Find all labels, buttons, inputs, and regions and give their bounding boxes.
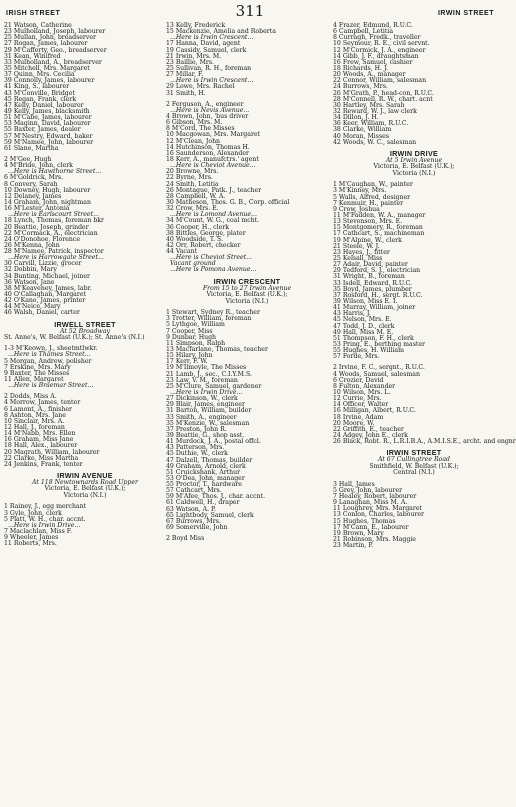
ward-info: Victoria, E. Belfast (U.K.);	[206, 291, 288, 299]
directory-entry: 69 Somerville, John	[166, 524, 228, 532]
directory-entry: 61 Slane, Martha	[4, 144, 59, 152]
directory-entry: 30 Matheson, Thos. G. B., Corp. official	[166, 198, 290, 206]
running-head-right: IRWIN STREET	[437, 10, 494, 17]
cross-street-marker: ...Here is Thames Street...	[8, 351, 91, 359]
directory-entry: 8 Curragh, Fredk., traveller	[333, 34, 421, 42]
directory-entry: 11 Loughrey, Mrs. Margaret	[333, 505, 422, 513]
directory-entry: 5 Grey, John, labourer	[333, 486, 403, 494]
directory-entry: 42 Orr, Robert, checker	[166, 241, 241, 249]
directory-entry: 12 M'Clean, John	[166, 137, 221, 145]
directory-entry: 33 Isdell, Edward, R.U.C.	[333, 279, 413, 287]
directory-entry: 36 Watson, Jane	[4, 278, 55, 286]
directory-entry: 4 M'Bride, John, clerk	[4, 162, 73, 170]
directory-entry: 27 Millar, F.	[166, 71, 204, 79]
street-heading-irwin-street: IRWIN STREET	[386, 448, 442, 458]
directory-entry: 21 Robinson, Mrs. Maggie	[333, 535, 416, 543]
street-heading-irwin-avenue: IRWIN AVENUE	[57, 470, 113, 480]
ward-info: Smithfield, W. Belfast (U.K.);	[369, 462, 459, 470]
cross-street-marker: ...Here is Braemar Street...	[8, 382, 94, 390]
cross-street-marker: ...Here is Harrowgate Street...	[8, 254, 104, 262]
entries-irwin-drive-even	[333, 364, 516, 446]
directory-entry: 57 Forde, Mrs.	[333, 353, 380, 361]
directory-entry: 3 Gyle, John, clerk	[4, 509, 62, 517]
directory-entry: 20 Magrath, William, labourer	[4, 448, 100, 456]
street-heading-irwin-drive: IRWIN DRIVE	[389, 148, 439, 158]
page-number: 311	[235, 2, 265, 20]
directory-entry: 17 Kerr, F. W.	[166, 358, 208, 366]
directory-entry: 6 Campbell, Letitia	[333, 28, 394, 36]
directory-entry: 13 Stevenson, Mrs. E.	[333, 218, 403, 226]
directory-entry: 16 Graham, Miss Jane	[4, 436, 74, 444]
directory-entry: 43 Patterson, Mrs.	[166, 444, 225, 452]
directory-entry: 49 Graham, Arnold, clerk	[166, 462, 246, 470]
street-heading-irwin-crescent: IRWIN CRESCENT	[213, 276, 281, 286]
column-3	[333, 22, 516, 807]
entries-irwin-avenue-odd-cont	[166, 23, 328, 97]
directory-entry: 2 Irvine, F. C., sergnt., R.U.C.	[333, 364, 425, 372]
directory-entry: 19 Cassidy, Samuel, clerk	[166, 46, 247, 54]
directory-entry: 4 Morrow, James, tenter	[4, 399, 81, 407]
directory-entry: 33 Smith, A., engineer	[166, 413, 237, 421]
cross-street-marker: ...Here is Irwin Drive...	[8, 521, 81, 529]
directory-entry: 8 Convery, Sarah	[4, 180, 58, 188]
entries-irwin-avenue-even	[166, 102, 328, 274]
directory-entry: 51 Thompson, F. H., clerk	[333, 334, 414, 342]
directory-entry: 15 Hilary, John	[166, 352, 213, 360]
directory-entry: 16 Milligan, Albert, R.U.C.	[333, 407, 416, 415]
directory-entry: 14 Hutchinson, Thomas H.	[166, 143, 250, 151]
street-location: At 52 Broadway	[59, 327, 110, 335]
entries-irwin-crescent-even-cont	[333, 23, 495, 146]
cross-street-marker: ...Here is Cheviot Street...	[170, 254, 253, 262]
directory-entry: 53 O'Dea, John, manager	[166, 474, 245, 482]
directory-entry: 5 Walls, Alfred, designer	[333, 193, 411, 201]
directory-entry: 57 Cathcart, Mrs.	[166, 487, 222, 495]
directory-entry: 55 Baxter, James, dealer	[4, 126, 81, 134]
directory-entry: 4 Brown, John, 'bus driver	[166, 112, 249, 120]
directory-entry: 23 Law, V. M., foreman	[166, 376, 238, 384]
directory-entry: 61 Caldwell, H., draper	[166, 499, 240, 507]
street-heading-irwell: IRWELL STREET	[54, 319, 116, 329]
entries-irish-street-odd	[4, 23, 166, 152]
directory-entry: 47 Kelly, Daniel, labourer	[4, 101, 84, 109]
directory-entry: 14 Officer, Walter	[333, 401, 389, 409]
column-1	[4, 23, 166, 807]
directory-entry: 14 M'Nabb, Mrs. Ellen	[4, 430, 76, 438]
entries-irwin-avenue-odd	[4, 504, 166, 547]
entries-irwell-even	[4, 394, 166, 468]
directory-entry: 65 Lightbody, Samuel, clerk	[166, 511, 254, 519]
directory-entry: 6 M'Goldrick, Mrs.	[4, 174, 64, 182]
directory-entry: 22 Clarke, Miss Martha	[4, 454, 79, 462]
directory-entry: 37 Rosford, H., sergt. R.U.C.	[333, 291, 423, 299]
directory-entry: 22 Byrne, Mrs.	[166, 174, 213, 182]
directory-entry: 45 Regan, Frank, clerk	[4, 95, 77, 103]
directory-entry: 40 Moran, Misses	[333, 132, 389, 140]
directory-entry: 12 Hall, J., foreman	[4, 423, 65, 431]
directory-entry: 49 Kelly, James, blacksmith	[4, 107, 90, 115]
directory-entry: 21 Steele, W. J.	[333, 242, 380, 250]
directory-entry: 46 Walsh, Daniel, carter	[4, 309, 80, 317]
directory-entry: 36 Keer, William, R.U.C.	[333, 120, 409, 128]
directory-entry: 63 Watson, A. P.	[166, 505, 216, 513]
directory-entry: 2 M'Gee, Hugh	[4, 155, 52, 163]
directory-entry: 57 M'Nestry, Edward, baker	[4, 132, 93, 140]
directory-entry: 39 Wilson, Miss E. I.	[333, 297, 398, 305]
directory-entry: 31 Smith, H.	[166, 89, 206, 97]
directory-entry: 25 Sullivan, R. H., foreman	[166, 64, 252, 72]
directory-entry: 42 O'Kane, James, printer	[4, 297, 86, 305]
directory-entry: 37 Preston, John R.	[166, 425, 227, 433]
directory-entry: 28 Campbell, W. A.	[166, 192, 226, 200]
directory-entry: 23 Hayes, J., fitter	[333, 248, 390, 256]
directory-entry: 44 M'Neice, Mary	[4, 303, 61, 311]
directory-entry: 43 Harris, J.	[333, 310, 371, 318]
running-head-left: IRISH STREET	[6, 10, 61, 17]
directory-entry: 24 Burrows, Mrs.	[333, 83, 388, 91]
directory-entry: 36 Cooper, H., clerk	[166, 223, 229, 231]
directory-entry: 32 Crow, Mrs. E.	[166, 205, 219, 213]
directory-entry: 14 Gibb, J. F., draughtsman	[333, 52, 419, 60]
directory-entry: 25 Mullan, John, breadserver	[4, 34, 96, 42]
directory-entry: 2 Boyd Miss	[166, 535, 205, 543]
directory-entry: 24 Smith, Letitia	[166, 180, 219, 188]
directory-entry: 53 Maginn, David, labourer	[4, 120, 91, 128]
directory-entry: 38 Bittles, George, plater	[166, 229, 246, 237]
directory-entry: 5 Platt, W. H., char. accnt.	[4, 515, 86, 523]
directory-entry: 30 Hartley, Mrs. Sarah	[333, 101, 405, 109]
directory-entry: 25 M'Clure, Samuel, gardener	[166, 382, 262, 390]
directory-entry: 10 Macgowan, Mrs. Margaret	[166, 131, 261, 139]
directory-entry: 59 M'Afee, Thos. J., char. accnt.	[166, 493, 266, 501]
cross-street-marker: ...Here is Cheviot Avenue...	[170, 162, 256, 170]
directory-entry: 32 Dobbin, Mary	[4, 266, 57, 274]
directory-entry: 13 Kelly, Frederick	[166, 22, 226, 29]
directory-entry: 13 Macfarlane, Thomas, teacher	[166, 345, 268, 353]
directory-entry: 10 Wilson, Mrs. L.	[333, 388, 391, 396]
directory-entry: 28 M'Connell, R. W., chart. acnt	[333, 95, 433, 103]
cross-street-marker: ...Here is Lomond Avenue...	[170, 211, 257, 219]
entries-irish-street-even	[4, 157, 166, 317]
directory-entry: 1 Stewart, Sydney R., teacher	[166, 309, 260, 317]
ward-info: St. Anne's, W. Belfast (U.K.); St. Anne's (N.I.)	[4, 334, 145, 342]
directory-entry: 17 Hanna, David, agent	[166, 40, 241, 48]
entries-irwin-crescent-odd	[166, 310, 328, 531]
directory-entry: 15 Hughes, Thomas	[333, 517, 396, 525]
directory-entry: 16 Saunderson, Alexander	[166, 149, 249, 157]
directory-entry: 7 Kenmuir, H., painter	[333, 199, 404, 207]
directory-entry: 33 Mulholland, A., breadserver	[4, 58, 102, 66]
column-2	[166, 23, 328, 807]
directory-entry: 9 Baxter, The Misses	[4, 369, 70, 377]
entries-irwin-crescent-even	[166, 536, 328, 542]
directory-entry: 55 Hughes, H. William	[333, 347, 404, 355]
ward-info: Victoria (N.I.)	[225, 297, 269, 305]
directory-entry: 26 M'Kenna, John	[4, 241, 60, 249]
directory-entry: 22 M'Cormack, A., electrician	[4, 229, 98, 237]
directory-entry: 1 Rainey, J., egg merchant	[4, 503, 87, 511]
directory-entry: 42 Woods, W. C., salesman	[333, 138, 417, 146]
directory-entry: 8 Fulton, Alexander	[333, 382, 396, 390]
directory-entry: 10 Downey, Hugh, labourer	[4, 186, 91, 194]
directory-entry: 2 Ferguson, A., engineer	[166, 100, 244, 108]
directory-entry: 26 M'Grath, P., head-con, R.U.C.	[333, 89, 434, 97]
directory-entry: 6 Gibson, Mrs. M.	[166, 119, 223, 127]
directory-entry: 19 M'Alpine, W., clerk	[333, 236, 402, 244]
directory-entry: 45 Duthie, W., clerk	[166, 450, 228, 458]
directory-entry: 20 Beattie, Joseph, grinder	[4, 223, 89, 231]
directory-entry: 17 Cathcart, S., machineman	[333, 230, 425, 238]
directory-entry: 43 M'Conville, Bridget	[4, 89, 75, 97]
directory-entry: 18 Richards, H. J.	[333, 64, 388, 72]
directory-entry: 7 Maclachlan, Miss F.	[4, 527, 73, 535]
directory-entry: 28 M'Namee, Patrick, inspector	[4, 248, 104, 256]
directory-entry: 15 Montgomery, R., foreman	[333, 224, 423, 232]
cross-street-marker: ...Here is Hawthorne Street...	[8, 168, 102, 176]
directory-entry: 15 Mackenzie, Amelia and Roberta	[166, 28, 276, 36]
directory-entry: 29 Blair, James, engineer	[166, 401, 245, 409]
directory-entry: 55 Proctor, T., hardware	[166, 481, 242, 489]
directory-entry: 8 Ashton, Mrs. Jane	[4, 411, 66, 419]
ward-info: Victoria (N.I.)	[63, 491, 107, 499]
street-location: At 67 Cullingtree Road	[377, 456, 451, 464]
directory-entry: 12 M'Cormick, J. A., engineer	[333, 46, 426, 54]
directory-entry: 27 Dickinson, W., clerk	[166, 395, 238, 403]
cross-street-marker: ...Here is Nevis Avenue...	[170, 106, 250, 114]
ward-info: Victoria, E. Belfast (U.K.);	[373, 163, 455, 171]
directory-entry: 35 Mitchell, Mrs. Margaret	[4, 64, 90, 72]
directory-entry: 4 Frazer, Edmund, R.U.C.	[333, 22, 413, 29]
street-location: From 15 to 27 Irwin Avenue	[202, 284, 292, 292]
directory-entry: 41 King, S., labourer	[4, 83, 70, 91]
directory-entry: 1-3 M'Keown, J., sheetmtlwkr.	[4, 345, 98, 353]
directory-entry: 51 M'Cabe, James, labourer	[4, 114, 92, 122]
directory-entry: 7 Healey, Robert, labourer	[333, 493, 417, 500]
directory-entry: 40 Woodside, T. S.	[166, 235, 224, 243]
directory-entry: 44 Vacant	[166, 248, 198, 256]
directory-entry: 2 Dodds, Miss A.	[4, 393, 57, 401]
directory-entry: 3 M'Kinney, Mrs.	[333, 187, 387, 195]
directory-entry: 34 Dillon, J. H.	[333, 114, 379, 122]
directory-entry: 5 Lythgoe, William	[166, 321, 225, 329]
directory-entry: 11 Simpson, Ralph	[166, 339, 226, 347]
directory-entry: 23 Mulholland, Joseph, labourer	[4, 28, 106, 36]
ward-info: Central (N.I.)	[393, 469, 435, 477]
cross-street-marker: Vacant ground	[170, 260, 216, 268]
directory-entry: 9 Lanaghan, Miss M. A.	[333, 499, 408, 507]
page-header	[6, 2, 494, 18]
directory-entry: 38 M'Keaveney, James, labr.	[4, 284, 92, 292]
directory-entry: 22 Griffith, E., teacher	[333, 425, 404, 433]
directory-entry: 41 Murdock, J. A., postal offcl.	[166, 438, 261, 446]
directory-entry: 13 Conlon, Charles, labourer	[333, 511, 424, 519]
directory-entry: 17 M'Cann, E., labourer	[333, 523, 409, 531]
directory-entry: 21 Lamb, J., sec., C.I.Y.M.S.	[166, 370, 252, 378]
directory-entry: 18 Kerr, A., manufctrs.' agent	[166, 155, 259, 163]
directory-entry: 45 Nelson, Mrs. E.	[333, 316, 392, 324]
directory-entry: 24 O'Donohoe, Florence	[4, 235, 81, 243]
directory-entry: 23 Martin, P.	[333, 542, 374, 550]
directory-entry: 41 Murray, William, joiner	[333, 304, 416, 312]
directory-entry: 47 Dalzell, Thomas, builder	[166, 456, 253, 464]
directory-entry: 40 O'Callaghan, Margaret	[4, 291, 86, 299]
directory-entry: 24 Jenkins, Frank, tenter	[4, 460, 83, 468]
directory-entry: 39 Connolly, James, labourer	[4, 77, 95, 85]
directory-entry: 23 Baillie, Mrs.	[166, 58, 215, 66]
cross-street-marker: ...Here is Earlscourt Street...	[8, 211, 99, 219]
directory-entry: 37 Quinn, Mrs. Cecilia	[4, 71, 75, 79]
directory-entry: 35 Boyd, James, plumber	[333, 285, 412, 293]
directory-entry: 3 Hall, James	[333, 480, 375, 488]
directory-entry: 19 Brown, Mary	[333, 529, 384, 537]
directory-entry: 6 Lamont, A., finisher	[4, 405, 72, 413]
directory-entry: 8 M'Cord, The Misses	[166, 125, 235, 133]
directory-entry: 14 Graham, John, nightman	[4, 198, 91, 206]
directory-entry: 3 Trotter, William, foreman	[166, 315, 252, 323]
ward-info: Victoria, E. Belfast (U.K.);	[44, 485, 126, 493]
directory-entry: 34 M'Count, W. G., coal mcht.	[166, 217, 260, 225]
street-location: At 5 Irwin Avenue	[385, 156, 443, 164]
directory-entry: 27 Rogan, James, labourer	[4, 40, 88, 48]
directory-entry: 18 Lynch, Thomas, foreman bkr	[4, 217, 105, 225]
directory-entry: 38 Clarke, William	[333, 126, 392, 134]
directory-entry: 26 Montague, Patk. J., teacher	[166, 186, 262, 194]
directory-entry: 24 Adgey, John E., clerk	[333, 431, 408, 439]
directory-entry: 31 Barton, William, builder	[166, 407, 252, 415]
directory-entry: 1 M'Caughan, W., painter	[333, 181, 413, 189]
directory-entry: 4 Woods, Samuel, salesman	[333, 370, 420, 378]
ward-info: Victoria (N.I.)	[392, 169, 436, 177]
directory-entry: 19 M'Ilmoyle, The Misses	[166, 364, 247, 372]
cross-street-marker: ...Here is Pomona Avenue...	[170, 266, 257, 274]
directory-entry: 31 Wright, B., foreman	[333, 273, 405, 281]
directory-entry: 32 Reward, W. J., law clerk	[333, 107, 417, 115]
directory-entry: 67 Burrows, Mrs.	[166, 517, 221, 525]
directory-entry: 49 Hall, Miss M. E.	[333, 328, 394, 336]
directory-entry: 20 Woods, A., manager	[333, 71, 406, 79]
entries-irwell-odd	[4, 346, 166, 389]
directory-entry: 26 Black, Robt. R., L.R.I.B.A., A.M.I.S.E., archt. and engnr	[333, 438, 516, 446]
directory-entry: 21 Irwin, Mrs. M.	[166, 52, 222, 60]
directory-entry: 16 M'Lester, Antonia	[4, 205, 70, 213]
directory-entry: 18 Hall, Alex., labourer	[4, 442, 78, 450]
directory-entry: 39 Beattie, G., shop asst.	[166, 431, 245, 439]
cross-street-marker: ...Here is Irwin Drive...	[170, 388, 243, 396]
entries-irwin-drive-odd	[333, 182, 495, 360]
directory-entry: 11 Allen, Margaret	[4, 375, 64, 383]
directory-entry: 29 Tedford, S. J., electrician	[333, 267, 421, 275]
directory-entry: 11 M'Fadden, W. A., manager	[333, 212, 426, 220]
directory-entry: 6 Crozier, David	[333, 376, 384, 384]
street-location: At 118 Newtownards Road Upper	[32, 478, 138, 486]
directory-entry: 20 Browne, Mrs.	[166, 168, 219, 176]
entries-irwin-street-odd	[333, 482, 495, 550]
directory-entry: 29 Lowe, Mrs. Rachel	[166, 83, 235, 91]
cross-street-marker: ...Here is Irwin Crescent...	[170, 34, 254, 42]
directory-entry: 20 Moore, W.	[333, 419, 375, 427]
directory-entry: 9 Dunbar, Hugh	[166, 333, 217, 341]
directory-entry: 12 Delaney, James	[4, 192, 62, 200]
directory-entry: 21 Watson, Catherine	[4, 22, 72, 29]
directory-entry: 59 M'Namee, John, labourer	[4, 138, 94, 146]
directory-entry: 47 Todd, J. D., clerk	[333, 322, 395, 330]
directory-entry: 25 Kelsall, Miss	[333, 255, 383, 262]
directory-entry: 34 Bunting, Michael, joiner	[4, 272, 90, 280]
directory-entry: 10 Sinclair, Mrs. A.	[4, 417, 65, 425]
directory-entry: 16 Frew, Samuel, cashier	[333, 58, 413, 66]
directory-entry: 11 Roberts, Mrs.	[4, 540, 57, 548]
cross-street-marker: ...Here is Irwin Crescent...	[170, 77, 254, 85]
directory-entry: 12 Currie, Mrs.	[333, 395, 382, 403]
directory-entry: 7 Cooper, Miss	[166, 327, 213, 335]
directory-entry: 29 M'Cafferty, Geo., breadserver	[4, 46, 107, 54]
directory-entry: 27 Adair, David, painter	[333, 261, 408, 269]
directory-entry: 51 Cruickshank, Arthur	[166, 468, 241, 476]
directory-entry: 7 Erskine, Mrs. Mary	[4, 363, 71, 371]
directory-entry: 18 Irvine, Adam	[333, 413, 384, 421]
directory-entry: 22 Connor, William, salesman	[333, 77, 427, 85]
directory-entry: 30 Carvill, Lizzie, grocer	[4, 260, 82, 268]
directory-entry: 5 Morgan, Andrew, polisher	[4, 357, 92, 365]
directory-entry: 9 Wheeler, James	[4, 534, 59, 542]
directory-entry: 35 M'Kenzie, W., salesman	[166, 419, 250, 427]
directory-entry: 31 Kean, Winifred	[4, 52, 61, 60]
directory-entry: 9 Crow, Joshua	[333, 205, 380, 213]
directory-entry: 53 Pring, E., berthing master	[333, 340, 426, 348]
directory-entry: 10 Seymour, R. E., civil servnt.	[333, 40, 430, 48]
